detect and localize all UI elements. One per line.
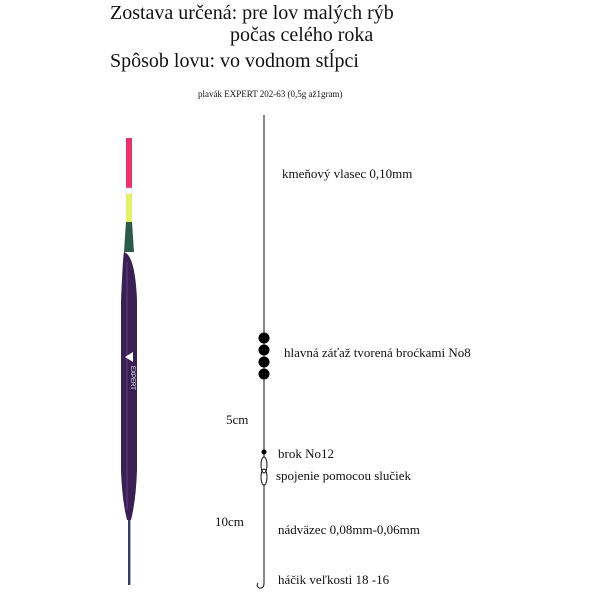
float-tip [126,138,132,188]
hook-length-label: nádväzec 0,08mm-0,06mm [278,522,420,537]
main-weight-label: hlavná záťaž tvorená broćkami No8 [284,345,471,360]
float [121,138,137,585]
float-model-label: plavák EXPERT 202-63 (0,5g až1gram) [198,89,343,99]
shot-no8 [259,333,270,344]
distance-5cm-label: 5cm [226,412,249,427]
title-line-1: Zostava určená: pre lov malých rýb [110,2,394,24]
title-line-2: počas celého roka [230,24,374,46]
shot-no8 [259,369,270,380]
main-line-label: kmeňový vlasec 0,10mm [282,166,413,181]
shot-no8 [259,345,270,356]
lower-loop [261,469,267,485]
float-sight [126,194,132,222]
distance-10cm-label: 10cm [215,514,244,529]
hook-icon [257,575,264,588]
shot-no8 [259,357,270,368]
loop-join-label: spojenie pomocou slučiek [276,468,412,483]
float-tip-band [126,188,132,194]
hook-label: háčik veľkosti 18 -16 [278,572,390,587]
float-stem [128,520,130,585]
loop-connection [261,452,267,485]
shot-no12-label: brok No12 [278,446,334,461]
float-brand-label: EXPERT [129,366,135,390]
float-neck [124,222,134,252]
method-line: Spôsob lovu: vo vodnom stĺpci [110,50,359,72]
